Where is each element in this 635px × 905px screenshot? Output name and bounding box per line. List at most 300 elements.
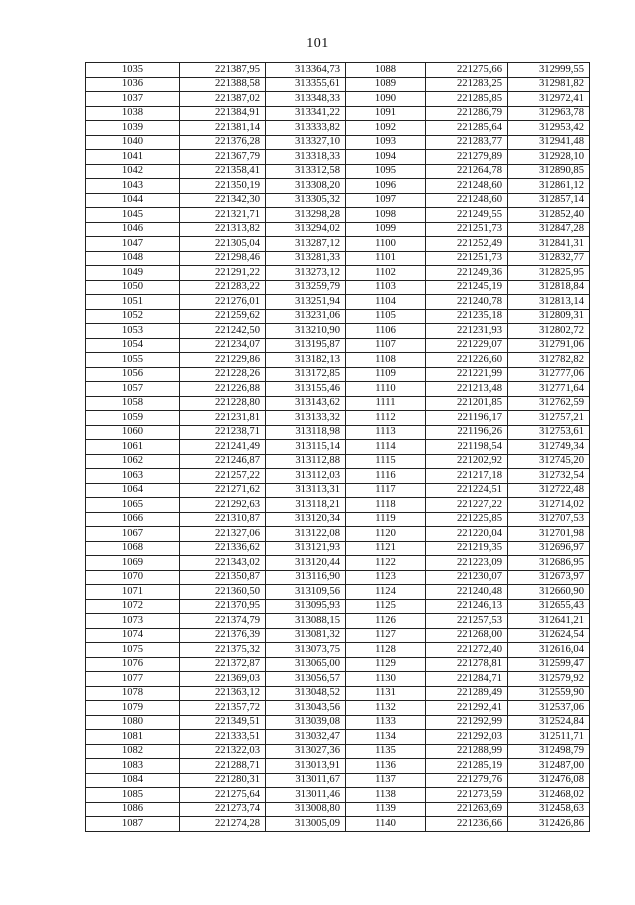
left-point-number-cell: 1083 [86, 759, 180, 774]
left-x-coordinate-cell: 221342,30 [180, 193, 266, 208]
right-y-coordinate-cell: 312890,85 [508, 164, 590, 179]
right-y-coordinate-cell: 312972,41 [508, 92, 590, 107]
right-point-number-cell: 1122 [346, 556, 426, 571]
left-y-coordinate-cell: 313231,06 [266, 309, 346, 324]
left-point-number-cell: 1039 [86, 121, 180, 136]
table-row [86, 179, 590, 194]
left-x-coordinate-cell: 221372,87 [180, 657, 266, 672]
right-y-coordinate-cell: 312511,71 [508, 730, 590, 745]
left-y-coordinate-cell: 313056,57 [266, 672, 346, 687]
right-point-number-cell: 1111 [346, 396, 426, 411]
coordinates-table [85, 62, 590, 832]
left-x-coordinate-cell: 221238,71 [180, 425, 266, 440]
right-y-coordinate-cell: 312825,95 [508, 266, 590, 281]
right-x-coordinate-cell: 221221,99 [426, 367, 508, 382]
right-y-coordinate-cell: 312624,54 [508, 628, 590, 643]
right-point-number-cell: 1132 [346, 701, 426, 716]
left-point-number-cell: 1046 [86, 222, 180, 237]
right-x-coordinate-cell: 221219,35 [426, 541, 508, 556]
table-row [86, 701, 590, 716]
left-point-number-cell: 1064 [86, 483, 180, 498]
table-row [86, 411, 590, 426]
table-row [86, 150, 590, 165]
left-y-coordinate-cell: 313109,56 [266, 585, 346, 600]
right-x-coordinate-cell: 221264,78 [426, 164, 508, 179]
left-point-number-cell: 1057 [86, 382, 180, 397]
left-y-coordinate-cell: 313115,14 [266, 440, 346, 455]
left-y-coordinate-cell: 313088,15 [266, 614, 346, 629]
right-y-coordinate-cell: 312941,48 [508, 135, 590, 150]
left-x-coordinate-cell: 221273,74 [180, 802, 266, 817]
right-point-number-cell: 1088 [346, 63, 426, 78]
left-x-coordinate-cell: 221350,87 [180, 570, 266, 585]
left-y-coordinate-cell: 313308,20 [266, 179, 346, 194]
left-y-coordinate-cell: 313355,61 [266, 77, 346, 92]
right-point-number-cell: 1127 [346, 628, 426, 643]
left-y-coordinate-cell: 313008,80 [266, 802, 346, 817]
table-row [86, 585, 590, 600]
left-x-coordinate-cell: 221322,03 [180, 744, 266, 759]
left-point-number-cell: 1056 [86, 367, 180, 382]
right-y-coordinate-cell: 312861,12 [508, 179, 590, 194]
left-x-coordinate-cell: 221333,51 [180, 730, 266, 745]
right-y-coordinate-cell: 312458,63 [508, 802, 590, 817]
right-point-number-cell: 1094 [346, 150, 426, 165]
left-point-number-cell: 1084 [86, 773, 180, 788]
right-y-coordinate-cell: 312749,34 [508, 440, 590, 455]
table-row [86, 541, 590, 556]
right-point-number-cell: 1110 [346, 382, 426, 397]
right-point-number-cell: 1124 [346, 585, 426, 600]
right-point-number-cell: 1140 [346, 817, 426, 832]
right-x-coordinate-cell: 221268,00 [426, 628, 508, 643]
right-x-coordinate-cell: 221248,60 [426, 179, 508, 194]
left-x-coordinate-cell: 221242,50 [180, 324, 266, 339]
left-point-number-cell: 1066 [86, 512, 180, 527]
left-point-number-cell: 1060 [86, 425, 180, 440]
right-x-coordinate-cell: 221292,03 [426, 730, 508, 745]
left-y-coordinate-cell: 313333,82 [266, 121, 346, 136]
left-y-coordinate-cell: 313341,22 [266, 106, 346, 121]
right-x-coordinate-cell: 221275,66 [426, 63, 508, 78]
left-point-number-cell: 1055 [86, 353, 180, 368]
table-row [86, 338, 590, 353]
left-point-number-cell: 1071 [86, 585, 180, 600]
right-y-coordinate-cell: 312841,31 [508, 237, 590, 252]
left-x-coordinate-cell: 221226,88 [180, 382, 266, 397]
table-row [86, 382, 590, 397]
right-point-number-cell: 1102 [346, 266, 426, 281]
right-y-coordinate-cell: 312579,92 [508, 672, 590, 687]
right-point-number-cell: 1096 [346, 179, 426, 194]
right-x-coordinate-cell: 221289,49 [426, 686, 508, 701]
table-row [86, 744, 590, 759]
left-x-coordinate-cell: 221376,28 [180, 135, 266, 150]
left-point-number-cell: 1049 [86, 266, 180, 281]
right-x-coordinate-cell: 221240,78 [426, 295, 508, 310]
left-y-coordinate-cell: 313327,10 [266, 135, 346, 150]
left-y-coordinate-cell: 313121,93 [266, 541, 346, 556]
right-x-coordinate-cell: 221285,85 [426, 92, 508, 107]
right-point-number-cell: 1130 [346, 672, 426, 687]
right-x-coordinate-cell: 221201,85 [426, 396, 508, 411]
right-x-coordinate-cell: 221278,81 [426, 657, 508, 672]
left-x-coordinate-cell: 221313,82 [180, 222, 266, 237]
right-x-coordinate-cell: 221292,41 [426, 701, 508, 716]
left-y-coordinate-cell: 313298,28 [266, 208, 346, 223]
left-point-number-cell: 1047 [86, 237, 180, 252]
right-y-coordinate-cell: 312701,98 [508, 527, 590, 542]
table-row [86, 672, 590, 687]
left-x-coordinate-cell: 221336,62 [180, 541, 266, 556]
left-x-coordinate-cell: 221384,91 [180, 106, 266, 121]
right-y-coordinate-cell: 312857,14 [508, 193, 590, 208]
right-y-coordinate-cell: 312953,42 [508, 121, 590, 136]
left-x-coordinate-cell: 221358,41 [180, 164, 266, 179]
left-y-coordinate-cell: 313112,88 [266, 454, 346, 469]
left-y-coordinate-cell: 313027,36 [266, 744, 346, 759]
right-point-number-cell: 1106 [346, 324, 426, 339]
left-x-coordinate-cell: 221363,12 [180, 686, 266, 701]
left-y-coordinate-cell: 313120,44 [266, 556, 346, 571]
left-x-coordinate-cell: 221283,22 [180, 280, 266, 295]
right-y-coordinate-cell: 312524,84 [508, 715, 590, 730]
table-row [86, 222, 590, 237]
right-y-coordinate-cell: 312791,06 [508, 338, 590, 353]
left-point-number-cell: 1065 [86, 498, 180, 513]
right-point-number-cell: 1134 [346, 730, 426, 745]
right-x-coordinate-cell: 221240,48 [426, 585, 508, 600]
right-y-coordinate-cell: 312852,40 [508, 208, 590, 223]
left-y-coordinate-cell: 313048,52 [266, 686, 346, 701]
right-y-coordinate-cell: 312777,06 [508, 367, 590, 382]
left-point-number-cell: 1073 [86, 614, 180, 629]
right-point-number-cell: 1090 [346, 92, 426, 107]
left-x-coordinate-cell: 221228,26 [180, 367, 266, 382]
right-x-coordinate-cell: 221196,26 [426, 425, 508, 440]
table-row [86, 614, 590, 629]
right-x-coordinate-cell: 221288,99 [426, 744, 508, 759]
table-row [86, 164, 590, 179]
left-x-coordinate-cell: 221349,51 [180, 715, 266, 730]
table-row [86, 730, 590, 745]
left-point-number-cell: 1079 [86, 701, 180, 716]
left-y-coordinate-cell: 313113,31 [266, 483, 346, 498]
left-point-number-cell: 1050 [86, 280, 180, 295]
right-x-coordinate-cell: 221251,73 [426, 251, 508, 266]
right-x-coordinate-cell: 221248,60 [426, 193, 508, 208]
table-row [86, 512, 590, 527]
right-x-coordinate-cell: 221223,09 [426, 556, 508, 571]
left-x-coordinate-cell: 221305,04 [180, 237, 266, 252]
right-point-number-cell: 1097 [346, 193, 426, 208]
left-x-coordinate-cell: 221280,31 [180, 773, 266, 788]
table-row [86, 208, 590, 223]
right-x-coordinate-cell: 221249,36 [426, 266, 508, 281]
left-y-coordinate-cell: 313065,00 [266, 657, 346, 672]
left-point-number-cell: 1074 [86, 628, 180, 643]
right-y-coordinate-cell: 312537,06 [508, 701, 590, 716]
table-row [86, 135, 590, 150]
left-point-number-cell: 1075 [86, 643, 180, 658]
right-y-coordinate-cell: 312660,90 [508, 585, 590, 600]
right-x-coordinate-cell: 221246,13 [426, 599, 508, 614]
table-row [86, 92, 590, 107]
left-x-coordinate-cell: 221259,62 [180, 309, 266, 324]
right-x-coordinate-cell: 221196,17 [426, 411, 508, 426]
left-x-coordinate-cell: 221387,02 [180, 92, 266, 107]
right-point-number-cell: 1109 [346, 367, 426, 382]
left-point-number-cell: 1062 [86, 454, 180, 469]
left-x-coordinate-cell: 221343,02 [180, 556, 266, 571]
left-y-coordinate-cell: 313081,32 [266, 628, 346, 643]
right-x-coordinate-cell: 221213,48 [426, 382, 508, 397]
left-x-coordinate-cell: 221381,14 [180, 121, 266, 136]
right-point-number-cell: 1128 [346, 643, 426, 658]
left-y-coordinate-cell: 313005,09 [266, 817, 346, 832]
table-row [86, 77, 590, 92]
table-row [86, 454, 590, 469]
left-x-coordinate-cell: 221257,22 [180, 469, 266, 484]
table-row [86, 266, 590, 281]
right-point-number-cell: 1117 [346, 483, 426, 498]
right-y-coordinate-cell: 312757,21 [508, 411, 590, 426]
right-point-number-cell: 1107 [346, 338, 426, 353]
left-x-coordinate-cell: 221387,95 [180, 63, 266, 78]
right-x-coordinate-cell: 221225,85 [426, 512, 508, 527]
left-point-number-cell: 1036 [86, 77, 180, 92]
table-row [86, 802, 590, 817]
left-y-coordinate-cell: 313318,33 [266, 150, 346, 165]
left-x-coordinate-cell: 221374,79 [180, 614, 266, 629]
right-y-coordinate-cell: 312745,20 [508, 454, 590, 469]
table-row [86, 715, 590, 730]
left-point-number-cell: 1076 [86, 657, 180, 672]
table-row [86, 324, 590, 339]
left-y-coordinate-cell: 313364,73 [266, 63, 346, 78]
table-row [86, 353, 590, 368]
right-x-coordinate-cell: 221286,79 [426, 106, 508, 121]
table-row [86, 527, 590, 542]
right-point-number-cell: 1089 [346, 77, 426, 92]
table-row [86, 817, 590, 832]
right-y-coordinate-cell: 312641,21 [508, 614, 590, 629]
right-y-coordinate-cell: 312771,64 [508, 382, 590, 397]
right-x-coordinate-cell: 221285,64 [426, 121, 508, 136]
right-y-coordinate-cell: 312487,00 [508, 759, 590, 774]
right-point-number-cell: 1121 [346, 541, 426, 556]
table-row [86, 686, 590, 701]
right-y-coordinate-cell: 312963,78 [508, 106, 590, 121]
left-point-number-cell: 1052 [86, 309, 180, 324]
right-y-coordinate-cell: 312559,90 [508, 686, 590, 701]
left-x-coordinate-cell: 221276,01 [180, 295, 266, 310]
right-y-coordinate-cell: 312686,95 [508, 556, 590, 571]
left-x-coordinate-cell: 221376,39 [180, 628, 266, 643]
right-x-coordinate-cell: 221273,59 [426, 788, 508, 803]
right-point-number-cell: 1104 [346, 295, 426, 310]
left-y-coordinate-cell: 313251,94 [266, 295, 346, 310]
left-x-coordinate-cell: 221388,58 [180, 77, 266, 92]
left-point-number-cell: 1038 [86, 106, 180, 121]
table-row [86, 121, 590, 136]
right-point-number-cell: 1137 [346, 773, 426, 788]
left-point-number-cell: 1082 [86, 744, 180, 759]
right-x-coordinate-cell: 221249,55 [426, 208, 508, 223]
table-row [86, 759, 590, 774]
left-y-coordinate-cell: 313273,12 [266, 266, 346, 281]
right-y-coordinate-cell: 312847,28 [508, 222, 590, 237]
left-x-coordinate-cell: 221375,32 [180, 643, 266, 658]
right-x-coordinate-cell: 221284,71 [426, 672, 508, 687]
left-point-number-cell: 1063 [86, 469, 180, 484]
left-x-coordinate-cell: 221229,86 [180, 353, 266, 368]
left-x-coordinate-cell: 221246,87 [180, 454, 266, 469]
right-point-number-cell: 1105 [346, 309, 426, 324]
right-y-coordinate-cell: 312782,82 [508, 353, 590, 368]
right-x-coordinate-cell: 221263,69 [426, 802, 508, 817]
right-x-coordinate-cell: 221292,99 [426, 715, 508, 730]
left-point-number-cell: 1081 [86, 730, 180, 745]
table-row [86, 498, 590, 513]
table-row [86, 237, 590, 252]
left-y-coordinate-cell: 313116,90 [266, 570, 346, 585]
left-x-coordinate-cell: 221350,19 [180, 179, 266, 194]
left-x-coordinate-cell: 221367,79 [180, 150, 266, 165]
right-x-coordinate-cell: 221202,92 [426, 454, 508, 469]
table-row [86, 309, 590, 324]
right-y-coordinate-cell: 312722,48 [508, 483, 590, 498]
right-y-coordinate-cell: 312813,14 [508, 295, 590, 310]
right-y-coordinate-cell: 312599,47 [508, 657, 590, 672]
right-point-number-cell: 1093 [346, 135, 426, 150]
left-point-number-cell: 1053 [86, 324, 180, 339]
left-point-number-cell: 1067 [86, 527, 180, 542]
left-y-coordinate-cell: 313305,32 [266, 193, 346, 208]
left-x-coordinate-cell: 221231,81 [180, 411, 266, 426]
table-row [86, 643, 590, 658]
right-x-coordinate-cell: 221230,07 [426, 570, 508, 585]
left-point-number-cell: 1061 [86, 440, 180, 455]
table-row [86, 367, 590, 382]
left-y-coordinate-cell: 313312,58 [266, 164, 346, 179]
left-y-coordinate-cell: 313294,02 [266, 222, 346, 237]
table-row [86, 396, 590, 411]
right-point-number-cell: 1135 [346, 744, 426, 759]
left-y-coordinate-cell: 313172,85 [266, 367, 346, 382]
right-point-number-cell: 1100 [346, 237, 426, 252]
right-x-coordinate-cell: 221279,76 [426, 773, 508, 788]
right-point-number-cell: 1108 [346, 353, 426, 368]
right-y-coordinate-cell: 312981,82 [508, 77, 590, 92]
left-point-number-cell: 1035 [86, 63, 180, 78]
left-point-number-cell: 1042 [86, 164, 180, 179]
right-x-coordinate-cell: 221236,66 [426, 817, 508, 832]
left-x-coordinate-cell: 221241,49 [180, 440, 266, 455]
left-y-coordinate-cell: 313011,46 [266, 788, 346, 803]
page-number: 101 [306, 36, 329, 51]
right-y-coordinate-cell: 312732,54 [508, 469, 590, 484]
left-y-coordinate-cell: 313182,13 [266, 353, 346, 368]
left-x-coordinate-cell: 221274,28 [180, 817, 266, 832]
left-point-number-cell: 1087 [86, 817, 180, 832]
right-x-coordinate-cell: 221224,51 [426, 483, 508, 498]
right-x-coordinate-cell: 221252,49 [426, 237, 508, 252]
left-x-coordinate-cell: 221288,71 [180, 759, 266, 774]
left-point-number-cell: 1059 [86, 411, 180, 426]
right-point-number-cell: 1099 [346, 222, 426, 237]
left-point-number-cell: 1069 [86, 556, 180, 571]
left-x-coordinate-cell: 221292,63 [180, 498, 266, 513]
right-y-coordinate-cell: 312818,84 [508, 280, 590, 295]
right-point-number-cell: 1133 [346, 715, 426, 730]
left-y-coordinate-cell: 313013,91 [266, 759, 346, 774]
right-point-number-cell: 1120 [346, 527, 426, 542]
table-row [86, 106, 590, 121]
left-x-coordinate-cell: 221275,64 [180, 788, 266, 803]
right-point-number-cell: 1112 [346, 411, 426, 426]
table-row [86, 788, 590, 803]
left-x-coordinate-cell: 221370,95 [180, 599, 266, 614]
table-row [86, 469, 590, 484]
right-point-number-cell: 1103 [346, 280, 426, 295]
right-x-coordinate-cell: 221226,60 [426, 353, 508, 368]
left-point-number-cell: 1041 [86, 150, 180, 165]
table-row [86, 280, 590, 295]
right-point-number-cell: 1101 [346, 251, 426, 266]
right-point-number-cell: 1113 [346, 425, 426, 440]
left-y-coordinate-cell: 313133,32 [266, 411, 346, 426]
table-row [86, 251, 590, 266]
right-y-coordinate-cell: 312714,02 [508, 498, 590, 513]
right-point-number-cell: 1114 [346, 440, 426, 455]
table-row [86, 628, 590, 643]
left-point-number-cell: 1048 [86, 251, 180, 266]
left-point-number-cell: 1037 [86, 92, 180, 107]
left-y-coordinate-cell: 313112,03 [266, 469, 346, 484]
right-y-coordinate-cell: 312832,77 [508, 251, 590, 266]
right-y-coordinate-cell: 312928,10 [508, 150, 590, 165]
right-x-coordinate-cell: 221272,40 [426, 643, 508, 658]
right-x-coordinate-cell: 221285,19 [426, 759, 508, 774]
left-x-coordinate-cell: 221327,06 [180, 527, 266, 542]
left-point-number-cell: 1043 [86, 179, 180, 194]
left-point-number-cell: 1072 [86, 599, 180, 614]
left-y-coordinate-cell: 313039,08 [266, 715, 346, 730]
left-y-coordinate-cell: 313281,33 [266, 251, 346, 266]
left-point-number-cell: 1044 [86, 193, 180, 208]
right-point-number-cell: 1126 [346, 614, 426, 629]
left-y-coordinate-cell: 313032,47 [266, 730, 346, 745]
right-point-number-cell: 1139 [346, 802, 426, 817]
right-point-number-cell: 1118 [346, 498, 426, 513]
right-point-number-cell: 1129 [346, 657, 426, 672]
right-point-number-cell: 1115 [346, 454, 426, 469]
left-x-coordinate-cell: 221310,87 [180, 512, 266, 527]
left-y-coordinate-cell: 313118,21 [266, 498, 346, 513]
left-point-number-cell: 1086 [86, 802, 180, 817]
left-x-coordinate-cell: 221360,50 [180, 585, 266, 600]
table-row [86, 556, 590, 571]
left-y-coordinate-cell: 313011,67 [266, 773, 346, 788]
table-row [86, 440, 590, 455]
left-y-coordinate-cell: 313210,90 [266, 324, 346, 339]
left-x-coordinate-cell: 221291,22 [180, 266, 266, 281]
left-y-coordinate-cell: 313120,34 [266, 512, 346, 527]
right-y-coordinate-cell: 312616,04 [508, 643, 590, 658]
left-y-coordinate-cell: 313143,62 [266, 396, 346, 411]
left-y-coordinate-cell: 313287,12 [266, 237, 346, 252]
